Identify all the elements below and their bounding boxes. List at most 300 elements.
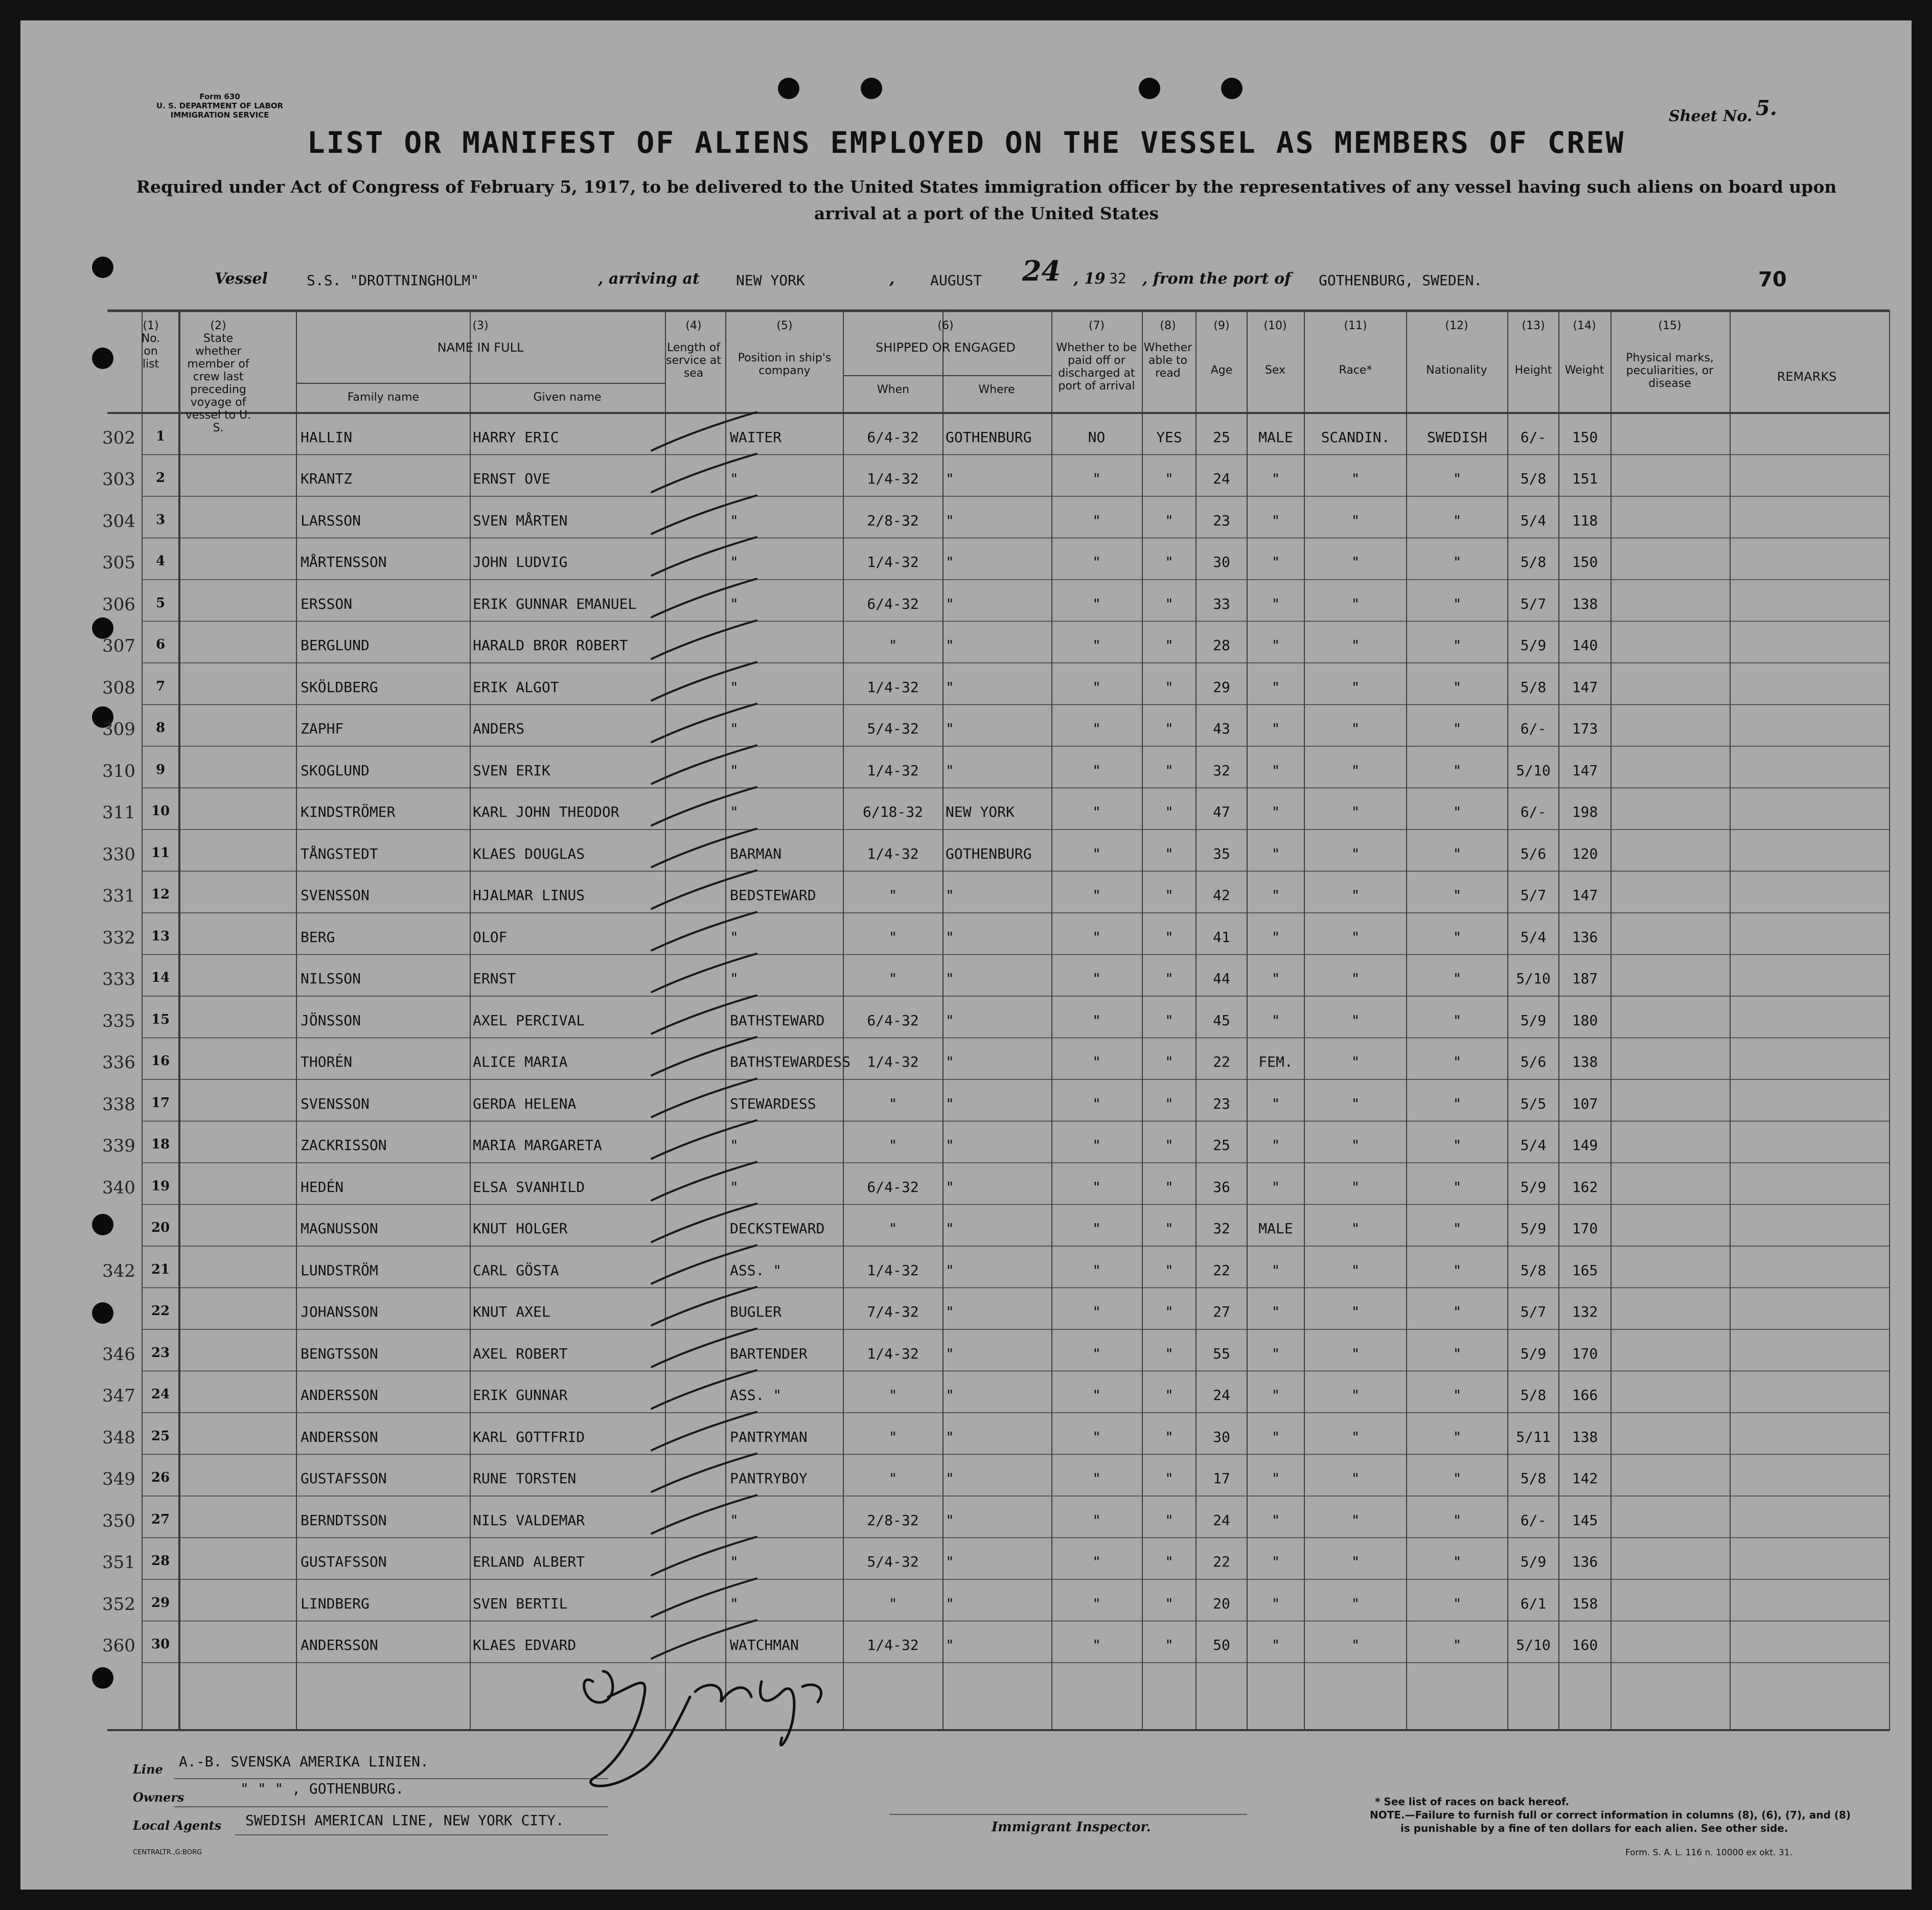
- cell-when: 1/4-32: [867, 1053, 919, 1071]
- cell-when: 6/4-32: [867, 595, 919, 612]
- cell-when: 2/8-32: [867, 512, 919, 529]
- cell-given: JOHN LUDVIG: [473, 554, 568, 571]
- cell-given: AXEL ROBERT: [473, 1345, 568, 1362]
- cell-weight: 138: [1572, 1428, 1598, 1445]
- cell-given: HARRY ERIC: [473, 428, 559, 446]
- cell-age: 23: [1213, 1095, 1230, 1112]
- cell-family: JÖNSSON: [301, 1011, 361, 1029]
- cell-height: 5/8: [1520, 554, 1547, 571]
- cell-read: ": [1165, 1553, 1174, 1571]
- form-department: U. S. DEPARTMENT OF LABOR: [156, 101, 284, 110]
- cell-position: WATCHMAN: [730, 1637, 799, 1654]
- cell-no: 3: [155, 512, 166, 527]
- check-mark-stroke: [652, 454, 756, 492]
- cell-when: 1/4-32: [867, 1637, 919, 1654]
- cell-race: ": [1351, 470, 1360, 488]
- cell-nationality: ": [1453, 1220, 1462, 1237]
- cell-nationality: ": [1453, 720, 1462, 738]
- cell-weight: 120: [1572, 845, 1598, 862]
- cell-family: KINDSTRÖMER: [301, 803, 396, 821]
- cell-family: SKÖLDBERG: [301, 678, 378, 696]
- cell-nationality: ": [1453, 1261, 1462, 1279]
- cell-when: 1/4-32: [867, 762, 919, 779]
- cell-no: 14: [151, 970, 170, 986]
- cell-where: ": [946, 762, 954, 779]
- cell-position: WAITER: [730, 428, 782, 446]
- cell-sex: ": [1271, 1178, 1280, 1195]
- cell-height: 6/-: [1520, 720, 1547, 738]
- cell-read: ": [1165, 1303, 1174, 1321]
- arrival-day: 24: [1022, 255, 1061, 287]
- cell-race: ": [1351, 1011, 1360, 1029]
- cell-sex: ": [1271, 928, 1280, 946]
- form-code: Form. S. A. L. 116 n. 10000 ex okt. 31.: [1625, 1848, 1792, 1858]
- cell-given: ERNST: [473, 970, 516, 987]
- cell-no: 4: [155, 554, 166, 569]
- cell-read: ": [1165, 637, 1174, 654]
- cell-height: 5/5: [1520, 1095, 1547, 1112]
- cell-weight: 147: [1572, 887, 1598, 904]
- cell-age: 44: [1213, 970, 1230, 987]
- cell-no: 11: [151, 845, 170, 861]
- cell-no: 1: [155, 428, 166, 444]
- cell-no: 15: [151, 1011, 170, 1027]
- cell-when: ": [888, 1428, 898, 1445]
- row-tag-number: 306: [102, 594, 135, 615]
- cell-paid: ": [1092, 887, 1101, 904]
- cell-weight: 138: [1572, 1053, 1598, 1071]
- cell-position: PANTRYBOY: [730, 1470, 808, 1487]
- cell-when: ": [888, 887, 898, 904]
- cell-paid: ": [1092, 762, 1101, 779]
- cell-paid: ": [1092, 1178, 1101, 1195]
- cell-paid: ": [1092, 803, 1101, 821]
- cell-nationality: ": [1453, 637, 1462, 654]
- cell-position: BEDSTEWARD: [730, 887, 816, 904]
- cell-position: ": [730, 1137, 739, 1154]
- cell-race: ": [1351, 1261, 1360, 1279]
- cell-weight: 147: [1572, 678, 1598, 696]
- cell-no: 13: [151, 928, 170, 944]
- cell-height: 5/11: [1516, 1428, 1551, 1445]
- cell-where: ": [946, 1220, 954, 1237]
- cell-paid: ": [1092, 1387, 1101, 1404]
- row-tag-number: 342: [102, 1260, 135, 1281]
- cell-sex: ": [1271, 595, 1280, 612]
- cell-nationality: ": [1453, 1137, 1462, 1154]
- row-tag-number: 346: [102, 1344, 135, 1365]
- cell-given: ERIK GUNNAR: [473, 1387, 568, 1404]
- cell-given: KLAES EDVARD: [473, 1637, 577, 1654]
- cell-sex: ": [1271, 554, 1280, 571]
- cell-no: 2: [155, 470, 166, 486]
- arriving-label: , arriving at: [598, 270, 700, 288]
- cell-height: 6/-: [1520, 803, 1547, 821]
- cell-no: 19: [151, 1178, 170, 1194]
- col-6-header: (6) SHIPPED OR ENGAGED: [876, 319, 1016, 355]
- cell-when: 5/4-32: [867, 720, 919, 738]
- cell-weight: 198: [1572, 803, 1598, 821]
- cell-family: ERSSON: [301, 595, 353, 612]
- cell-where: ": [946, 1261, 954, 1279]
- cell-age: 30: [1213, 554, 1230, 571]
- col-15-header: (15) Physical marks, peculiarities, or disease: [1626, 319, 1714, 390]
- cell-weight: 173: [1572, 720, 1598, 738]
- cell-sex: ": [1271, 720, 1280, 738]
- cell-no: 27: [151, 1511, 170, 1527]
- cell-height: 5/6: [1520, 845, 1547, 862]
- cell-weight: 162: [1572, 1178, 1598, 1195]
- cell-where: ": [946, 1470, 954, 1487]
- cell-position: ASS. ": [730, 1387, 782, 1404]
- cell-no: 18: [151, 1137, 170, 1153]
- cell-where: NEW YORK: [946, 803, 1015, 821]
- cell-sex: ": [1271, 1011, 1280, 1029]
- cell-family: SVENSSON: [301, 887, 370, 904]
- cell-weight: 136: [1572, 1553, 1598, 1571]
- cell-no: 10: [151, 803, 170, 819]
- cell-paid: ": [1092, 1220, 1101, 1237]
- cell-family: BENGTSSON: [301, 1345, 378, 1362]
- cell-sex: ": [1271, 887, 1280, 904]
- cell-given: KLAES DOUGLAS: [473, 845, 585, 862]
- cell-nationality: ": [1453, 678, 1462, 696]
- row-tag-number: 332: [102, 927, 135, 948]
- form-service: IMMIGRATION SERVICE: [170, 110, 269, 120]
- cell-when: 6/18-32: [862, 803, 923, 821]
- cell-paid: ": [1092, 554, 1101, 571]
- cell-height: 5/10: [1516, 1637, 1551, 1654]
- cell-sex: ": [1271, 1303, 1280, 1321]
- owners-label: Owners: [133, 1790, 185, 1805]
- check-mark-stroke: [652, 1162, 756, 1201]
- where-header: Where: [978, 383, 1015, 396]
- col-13-header: (13) Height: [1514, 319, 1552, 377]
- cell-where: ": [946, 678, 954, 696]
- cell-given: ALICE MARIA: [473, 1053, 568, 1071]
- cell-race: ": [1351, 928, 1360, 946]
- cell-family: SKOGLUND: [301, 762, 370, 779]
- cell-given: ERNST OVE: [473, 470, 550, 488]
- cell-height: 5/9: [1520, 1178, 1547, 1195]
- cell-given: SVEN BERTIL: [473, 1595, 568, 1612]
- cell-weight: 150: [1572, 428, 1598, 446]
- cell-when: ": [888, 1387, 898, 1404]
- cell-race: ": [1351, 595, 1360, 612]
- cell-sex: ": [1271, 1595, 1280, 1612]
- cell-no: 25: [151, 1428, 170, 1444]
- cell-height: 5/9: [1520, 637, 1547, 654]
- check-mark-stroke: [652, 620, 756, 659]
- cell-where: ": [946, 720, 954, 738]
- cell-race: ": [1351, 1095, 1360, 1112]
- cell-where: GOTHENBURG: [946, 845, 1032, 862]
- cell-nationality: ": [1453, 1303, 1462, 1321]
- check-mark-stroke: [652, 1495, 756, 1534]
- vessel-name: S.S. "DROTTNINGHOLM": [307, 272, 479, 289]
- cell-weight: 160: [1572, 1637, 1598, 1654]
- form-number: Form 630: [199, 92, 240, 101]
- col-7-header: (7) Whether to be paid off or discharged at port of arrival: [1056, 319, 1137, 393]
- col-3-header: (3) NAME IN FULL: [437, 319, 524, 355]
- cell-position: ": [730, 595, 739, 612]
- cell-when: 2/8-32: [867, 1511, 919, 1529]
- cell-paid: ": [1092, 1053, 1101, 1071]
- cell-height: 5/8: [1520, 470, 1547, 488]
- check-mark-stroke: [652, 579, 756, 617]
- cell-no: 24: [151, 1387, 170, 1402]
- cell-given: ERIK GUNNAR EMANUEL: [473, 595, 637, 612]
- cell-height: 5/9: [1520, 1345, 1547, 1362]
- cell-weight: 180: [1572, 1011, 1598, 1029]
- cell-family: LUNDSTRÖM: [301, 1261, 378, 1279]
- cell-paid: ": [1092, 720, 1101, 738]
- cell-sex: MALE: [1258, 428, 1293, 446]
- cell-read: YES: [1156, 428, 1182, 446]
- cell-race: ": [1351, 803, 1360, 821]
- year-prefix: , 19: [1073, 270, 1106, 288]
- cell-weight: 170: [1572, 1220, 1598, 1237]
- cell-age: 24: [1213, 470, 1230, 488]
- cell-read: ": [1165, 1637, 1174, 1654]
- cell-race: SCANDIN.: [1321, 428, 1390, 446]
- cell-no: 30: [151, 1637, 170, 1652]
- cell-age: 28: [1213, 637, 1230, 654]
- sheet-label: Sheet No.: [1669, 107, 1753, 125]
- cell-when: ": [888, 1137, 898, 1154]
- cell-sex: ": [1271, 1345, 1280, 1362]
- cell-paid: ": [1092, 970, 1101, 987]
- given-name-header: Given name: [533, 391, 602, 404]
- row-tag-number: 351: [102, 1552, 135, 1573]
- cell-family: NILSSON: [301, 970, 361, 987]
- cell-family: LINDBERG: [301, 1595, 370, 1612]
- cell-family: TÅNGSTEDT: [301, 845, 378, 862]
- cell-where: ": [946, 1053, 954, 1071]
- cell-where: ": [946, 1303, 954, 1321]
- cell-weight: 151: [1572, 470, 1598, 488]
- cell-read: ": [1165, 595, 1174, 612]
- cell-when: ": [888, 970, 898, 987]
- cell-weight: 118: [1572, 512, 1598, 529]
- cell-weight: 170: [1572, 1345, 1598, 1362]
- cell-race: ": [1351, 887, 1360, 904]
- cell-given: HJALMAR LINUS: [473, 887, 585, 904]
- cell-weight: 132: [1572, 1303, 1598, 1321]
- cell-when: 6/4-32: [867, 1178, 919, 1195]
- cell-age: 42: [1213, 887, 1230, 904]
- cell-weight: 136: [1572, 928, 1598, 946]
- check-mark-stroke: [652, 787, 756, 825]
- cell-race: ": [1351, 1053, 1360, 1071]
- check-mark-stroke: [652, 912, 756, 951]
- cell-nationality: ": [1453, 1511, 1462, 1529]
- cell-family: ANDERSSON: [301, 1428, 378, 1445]
- cell-read: ": [1165, 1428, 1174, 1445]
- cell-race: ": [1351, 1470, 1360, 1487]
- cell-age: 35: [1213, 845, 1230, 862]
- cell-no: 26: [151, 1470, 170, 1486]
- row-tag-number: 338: [102, 1094, 135, 1115]
- cell-sex: FEM.: [1258, 1053, 1293, 1071]
- cell-paid: ": [1092, 1595, 1101, 1612]
- cell-age: 43: [1213, 720, 1230, 738]
- cell-nationality: ": [1453, 1428, 1462, 1445]
- cell-height: 5/4: [1520, 1137, 1547, 1154]
- cell-nationality: SWEDISH: [1427, 428, 1487, 446]
- cell-paid: ": [1092, 1095, 1101, 1112]
- cell-nationality: ": [1453, 1595, 1462, 1612]
- row-tag-number: 335: [102, 1010, 135, 1031]
- col-10-header: (10) Sex: [1263, 319, 1287, 377]
- row-tag-number: 309: [102, 719, 135, 740]
- cell-given: ANDERS: [473, 720, 525, 738]
- row-tag-number: 302: [102, 427, 135, 448]
- cell-sex: ": [1271, 1095, 1280, 1112]
- cell-weight: 138: [1572, 595, 1598, 612]
- cell-given: ERLAND ALBERT: [473, 1553, 585, 1571]
- cell-read: ": [1165, 803, 1174, 821]
- cell-paid: ": [1092, 595, 1101, 612]
- cell-age: 45: [1213, 1011, 1230, 1029]
- cell-race: ": [1351, 1178, 1360, 1195]
- departure-port: GOTHENBURG, SWEDEN.: [1319, 272, 1483, 289]
- cell-height: 5/6: [1520, 1053, 1547, 1071]
- cell-paid: ": [1092, 1637, 1101, 1654]
- cell-sex: ": [1271, 1553, 1280, 1571]
- cell-height: 5/7: [1520, 887, 1547, 904]
- cell-family: ZACKRISSON: [301, 1137, 387, 1154]
- corner-number: 70: [1758, 268, 1787, 291]
- cell-age: 24: [1213, 1387, 1230, 1404]
- page-title: LIST OR MANIFEST OF ALIENS EMPLOYED ON THE VESSEL AS MEMBERS OF CREW: [307, 125, 1625, 160]
- cell-height: 5/4: [1520, 512, 1547, 529]
- check-mark-stroke: [652, 704, 756, 742]
- cell-age: 55: [1213, 1345, 1230, 1362]
- check-mark-stroke: [652, 496, 756, 534]
- cell-no: 23: [151, 1345, 170, 1361]
- cell-race: ": [1351, 1345, 1360, 1362]
- cell-position: BARMAN: [730, 845, 782, 862]
- when-header: When: [877, 383, 910, 396]
- cell-read: ": [1165, 1220, 1174, 1237]
- col-4-header: (4) Length of service at sea: [666, 319, 721, 380]
- cell-race: ": [1351, 1303, 1360, 1321]
- manifest-sheet: [20, 20, 1912, 1890]
- footnote-races: * See list of races on back hereof.: [1375, 1796, 1570, 1808]
- cell-read: ": [1165, 1595, 1174, 1612]
- check-mark-stroke: [652, 746, 756, 784]
- cell-no: 16: [151, 1053, 170, 1069]
- cell-age: 27: [1213, 1303, 1230, 1321]
- cell-race: ": [1351, 1428, 1360, 1445]
- cell-position: ": [730, 1553, 739, 1571]
- cell-given: AXEL PERCIVAL: [473, 1011, 585, 1029]
- cell-paid: ": [1092, 678, 1101, 696]
- cell-when: 5/4-32: [867, 1553, 919, 1571]
- cell-given: KARL JOHN THEODOR: [473, 803, 619, 821]
- cell-when: 1/4-32: [867, 470, 919, 488]
- cell-nationality: ": [1453, 512, 1462, 529]
- cell-position: ": [730, 470, 739, 488]
- cell-when: ": [888, 1220, 898, 1237]
- cell-position: BUGLER: [730, 1303, 782, 1321]
- cell-no: 6: [155, 637, 166, 653]
- cell-height: 6/-: [1520, 428, 1547, 446]
- cell-given: GERDA HELENA: [473, 1095, 577, 1112]
- row-tag-number: 360: [102, 1636, 135, 1656]
- cell-read: ": [1165, 762, 1174, 779]
- cell-family: ANDERSSON: [301, 1637, 378, 1654]
- cell-sex: ": [1271, 1511, 1280, 1529]
- cell-where: ": [946, 512, 954, 529]
- cell-race: ": [1351, 1137, 1360, 1154]
- cell-where: ": [946, 595, 954, 612]
- cell-age: 22: [1213, 1053, 1230, 1071]
- cell-no: 7: [155, 678, 166, 694]
- cell-paid: ": [1092, 637, 1101, 654]
- cell-height: 5/4: [1520, 928, 1547, 946]
- cell-given: ERIK ALGOT: [473, 678, 559, 696]
- cell-nationality: ": [1453, 595, 1462, 612]
- arrival-port: NEW YORK: [736, 272, 805, 289]
- cell-paid: ": [1092, 1137, 1101, 1154]
- cell-nationality: ": [1453, 970, 1462, 987]
- row-tag-number: 347: [102, 1386, 135, 1407]
- cell-no: 21: [151, 1261, 170, 1277]
- cell-position: ": [730, 803, 739, 821]
- cell-read: ": [1165, 678, 1174, 696]
- cell-family: GUSTAFSSON: [301, 1553, 387, 1571]
- cell-given: KNUT AXEL: [473, 1303, 550, 1321]
- cell-age: 30: [1213, 1428, 1230, 1445]
- cell-paid: ": [1092, 1345, 1101, 1362]
- row-tag-number: 307: [102, 636, 135, 657]
- cell-weight: 147: [1572, 762, 1598, 779]
- cell-no: 28: [151, 1553, 170, 1569]
- arrival-year: 32: [1109, 270, 1126, 287]
- cell-weight: 165: [1572, 1261, 1598, 1279]
- row-tag-number: 305: [102, 553, 135, 573]
- cell-read: ": [1165, 887, 1174, 904]
- cell-paid: ": [1092, 928, 1101, 946]
- cell-given: SVEN MÅRTEN: [473, 512, 568, 529]
- cell-where: ": [946, 928, 954, 946]
- cell-nationality: ": [1453, 762, 1462, 779]
- cell-paid: ": [1092, 1303, 1101, 1321]
- cell-position: ": [730, 970, 739, 987]
- cell-race: ": [1351, 1553, 1360, 1571]
- col-9-header: (9) Age: [1210, 319, 1233, 377]
- cell-where: ": [946, 1428, 954, 1445]
- owners-value: " " " , GOTHENBURG.: [240, 1780, 404, 1797]
- inspector-signature: [572, 1651, 838, 1814]
- cell-height: 5/7: [1520, 595, 1547, 612]
- cell-family: HEDÉN: [301, 1178, 344, 1195]
- cell-height: 5/7: [1520, 1303, 1547, 1321]
- cell-race: ": [1351, 1511, 1360, 1529]
- cell-where: ": [946, 637, 954, 654]
- cell-where: ": [946, 1637, 954, 1654]
- cell-position: DECKSTEWARD: [730, 1220, 825, 1237]
- cell-where: ": [946, 1511, 954, 1529]
- cell-paid: ": [1092, 1428, 1101, 1445]
- cell-weight: 145: [1572, 1511, 1598, 1529]
- cell-given: KARL GOTTFRID: [473, 1428, 585, 1445]
- cell-family: JOHANSSON: [301, 1303, 378, 1321]
- line-label: Line: [133, 1762, 163, 1777]
- cell-given: CARL GÖSTA: [473, 1261, 559, 1279]
